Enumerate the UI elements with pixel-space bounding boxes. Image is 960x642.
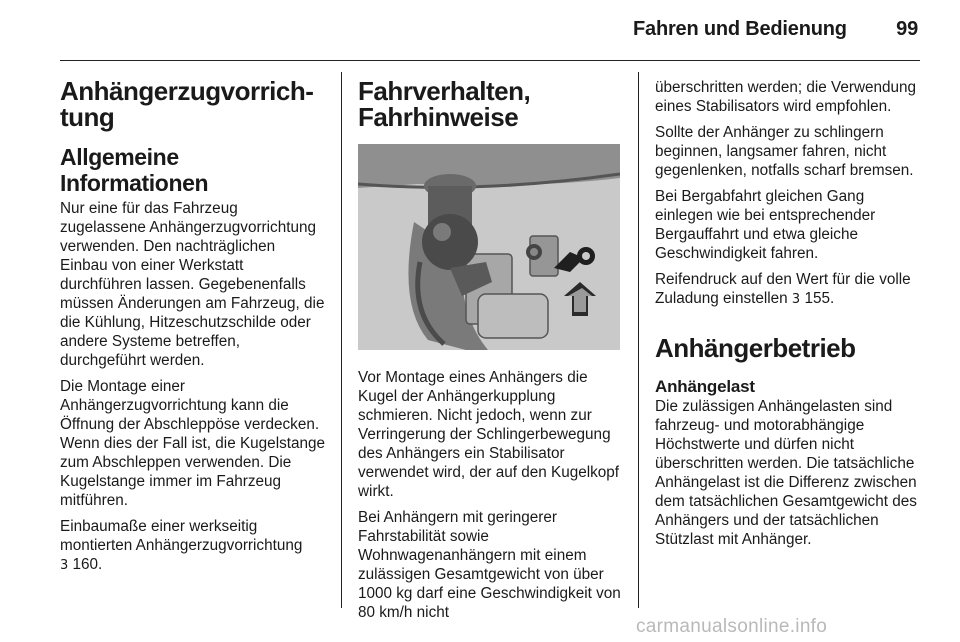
- tow-ball-illustration: [358, 144, 620, 350]
- column-right: [655, 78, 920, 556]
- column-divider: [341, 72, 342, 608]
- paragraph: Die zulässigen Anhängelasten sind fahrzeug- und motorabhängige Höchstwerte und dürfen nicht überschritten werden. Die tatsächliche Anhängelast ist die Differenz zwischen dem tatsächlichen Gesamtgewicht des Anhängers und der tatsächlichen Stützlast mit Anhänger.: [655, 398, 917, 548]
- page-reference[interactable]: 160.: [72, 556, 103, 573]
- page-reference-arrow-icon: 3: [60, 558, 69, 573]
- heading-driving-behaviour: Fahrverhalten, Fahrhinweise: [358, 76, 531, 132]
- paragraph: Sollte der Anhänger zu schlingern beginnen, langsamer fahren, nicht gegenlenken, notfalls scharf bremsen.: [655, 124, 914, 179]
- paragraph: Bei Bergabfahrt gleichen Gang einlegen wie bei entsprechender Bergauffahrt und etwa gleiche Geschwindigkeit fahren.: [655, 188, 876, 262]
- paragraph: Nur eine für das Fahrzeug zugelassene Anhängerzugvorrichtung verwenden. Den nachträglichen Einbau von einer Werkstatt durchführen lassen. Gegebenenfalls müssen Änderungen am Fahrzeug, die die Kühlung, Hitzeschutzschilde oder andere Systeme betreffen, durchgeführt werden.: [60, 200, 325, 369]
- heading-trailer-hitch: Anhängerzugvorrich- tung: [60, 76, 314, 132]
- tow-ball-drawing: [358, 144, 620, 350]
- page-header: [633, 18, 918, 41]
- heading-general-info: Allgemeine Informationen: [60, 144, 209, 196]
- paragraph: Bei Anhängern mit geringerer Fahrstabilität sowie Wohnwagenanhängern mit einem zulässigen Gesamtgewicht von über 1000 kg darf eine Geschwindigkeit von 80 km/h nicht: [358, 509, 621, 621]
- page-number: 99: [896, 18, 918, 40]
- column-divider: [638, 72, 639, 608]
- section-title: Fahren und Bedienung: [633, 18, 847, 40]
- column-middle: [358, 78, 623, 629]
- watermark: carmanualsonline.info: [636, 616, 828, 637]
- heading-trailer-load: Anhängelast: [655, 377, 755, 396]
- heading-trailer-operation: Anhängerbetrieb: [655, 333, 856, 363]
- page-reference-arrow-icon: 3: [791, 292, 801, 307]
- paragraph: Einbaumaße einer werkseitig montierten Anhängerzugvorrichtung 3 160.: [60, 518, 303, 573]
- paragraph: Vor Montage eines Anhängers die Kugel der Anhängerkupplung schmieren. Nicht jedoch, wenn zur Verringerung der Schlingerbewegung des Anhängers ein Stabilisator verwendet wird, der auf den Kugelkopf wirkt.: [358, 369, 620, 500]
- paragraph: Reifendruck auf den Wert für die volle Zuladung einstellen 3 155.: [655, 271, 911, 307]
- page-reference[interactable]: 155.: [804, 290, 835, 307]
- header-rule: [60, 60, 920, 61]
- paragraph: überschritten werden; die Verwendung eines Stabilisators wird empfohlen.: [655, 79, 917, 115]
- paragraph: Die Montage einer Anhängerzugvorrichtung kann die Öffnung der Abschleppöse verdecken. Wenn dies der Fall ist, die Kugelstange zum Abschleppen verwenden. Die Kugelstange immer im Fahrzeug mitführen.: [60, 378, 326, 509]
- column-left: [60, 78, 325, 582]
